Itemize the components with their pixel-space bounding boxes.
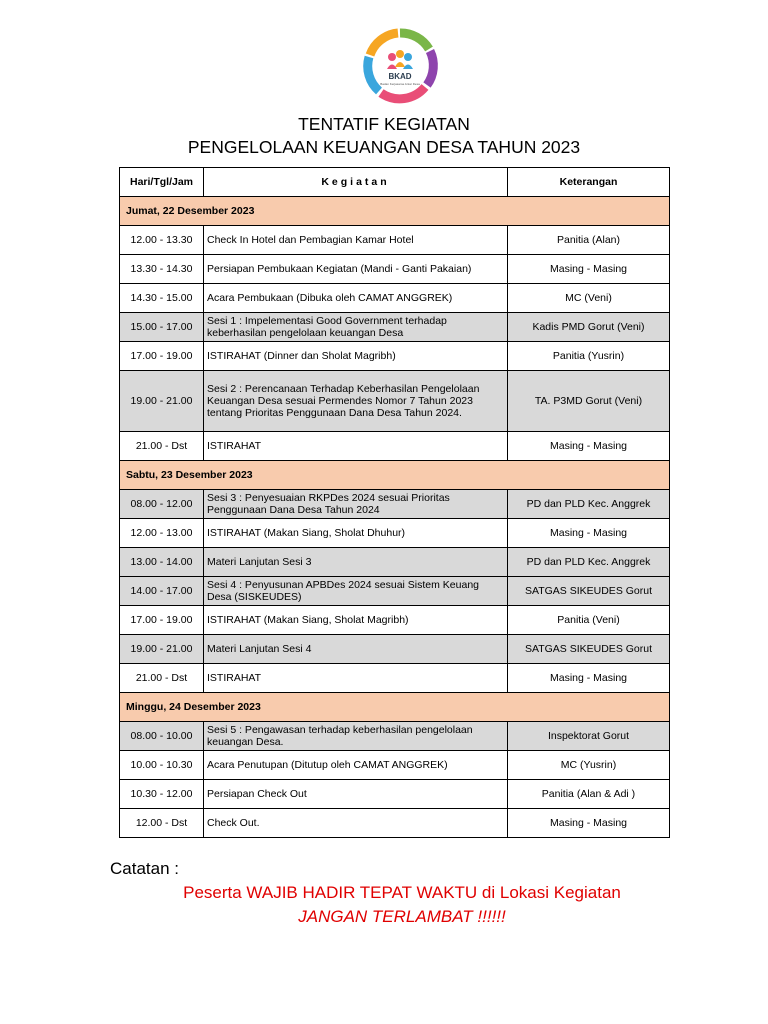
day-label: Jumat, 22 Desember 2023 xyxy=(120,197,670,226)
time-cell: 13.30 - 14.30 xyxy=(120,255,204,284)
time-cell: 08.00 - 12.00 xyxy=(120,490,204,519)
note-cell: PD dan PLD Kec. Anggrek xyxy=(508,490,670,519)
time-cell: 19.00 - 21.00 xyxy=(120,635,204,664)
day-label: Sabtu, 23 Desember 2023 xyxy=(120,461,670,490)
note-cell: PD dan PLD Kec. Anggrek xyxy=(508,548,670,577)
note-cell: Inspektorat Gorut xyxy=(508,722,670,751)
time-cell: 21.00 - Dst xyxy=(120,664,204,693)
activity-cell: Persiapan Pembukaan Kegiatan (Mandi - Ganti Pakaian) xyxy=(204,255,508,284)
activity-cell: Sesi 4 : Penyusunan APBDes 2024 sesuai Sistem Keuang Desa (SISKEUDES) xyxy=(204,577,508,606)
activity-cell: Sesi 1 : Impelementasi Good Government terhadap keberhasilan pengelolaan keuangan Desa xyxy=(204,313,508,342)
table-row xyxy=(120,548,670,577)
time-cell: 19.00 - 21.00 xyxy=(120,371,204,432)
table-row xyxy=(120,255,670,284)
table-row xyxy=(120,519,670,548)
activity-cell: Materi Lanjutan Sesi 3 xyxy=(204,548,508,577)
note-cell: Panitia (Alan) xyxy=(508,226,670,255)
note-cell: Panitia (Alan & Adi ) xyxy=(508,780,670,809)
catatan-label: Catatan : xyxy=(110,859,179,878)
activity-cell: Check Out. xyxy=(204,809,508,838)
table-row xyxy=(120,722,670,751)
note-cell: Panitia (Veni) xyxy=(508,606,670,635)
activity-cell: ISTIRAHAT (Makan Siang, Sholat Dhuhur) xyxy=(204,519,508,548)
time-cell: 12.00 - Dst xyxy=(120,809,204,838)
activity-cell: ISTIRAHAT xyxy=(204,432,508,461)
table-row xyxy=(120,226,670,255)
activity-cell: ISTIRAHAT xyxy=(204,664,508,693)
activity-cell: Sesi 2 : Perencanaan Terhadap Keberhasilan Pengelolaan Keuangan Desa sesuai Permendes Nomor 7 Tahun 2023 tentang Prioritas Penggunaan Dana Desa Tahun 2024. xyxy=(204,371,508,432)
time-cell: 17.00 - 19.00 xyxy=(120,342,204,371)
activity-cell: Check In Hotel dan Pembagian Kamar Hotel xyxy=(204,226,508,255)
note-cell: Masing - Masing xyxy=(508,809,670,838)
day-header-row xyxy=(120,461,670,490)
table-row xyxy=(120,577,670,606)
time-cell: 08.00 - 10.00 xyxy=(120,722,204,751)
table-row xyxy=(120,751,670,780)
note-cell: SATGAS SIKEUDES Gorut xyxy=(508,635,670,664)
logo-text: BKAD xyxy=(388,72,412,81)
activity-cell: Persiapan Check Out xyxy=(204,780,508,809)
day-label: Minggu, 24 Desember 2023 xyxy=(120,693,670,722)
note-cell: Kadis PMD Gorut (Veni) xyxy=(508,313,670,342)
note-cell: MC (Veni) xyxy=(508,284,670,313)
activity-cell: Acara Pembukaan (Dibuka oleh CAMAT ANGGREK) xyxy=(204,284,508,313)
note-cell: Panitia (Yusrin) xyxy=(508,342,670,371)
column-header-date: Hari/Tgl/Jam xyxy=(120,168,204,197)
table-row xyxy=(120,432,670,461)
activity-cell: ISTIRAHAT (Makan Siang, Sholat Magribh) xyxy=(204,606,508,635)
schedule-body xyxy=(120,197,670,838)
time-cell: 12.00 - 13.00 xyxy=(120,519,204,548)
day-header-row xyxy=(120,693,670,722)
activity-cell: Sesi 5 : Pengawasan terhadap keberhasilan pengelolaan keuangan Desa. xyxy=(204,722,508,751)
table-row xyxy=(120,780,670,809)
time-cell: 14.30 - 15.00 xyxy=(120,284,204,313)
activity-cell: ISTIRAHAT (Dinner dan Sholat Magribh) xyxy=(204,342,508,371)
time-cell: 10.00 - 10.30 xyxy=(120,751,204,780)
time-cell: 21.00 - Dst xyxy=(120,432,204,461)
document-subtitle: PENGELOLAAN KEUANGAN DESA TAHUN 2023 xyxy=(187,137,581,157)
bkad-logo xyxy=(361,27,439,105)
schedule-table xyxy=(119,167,670,838)
table-row xyxy=(120,342,670,371)
note-cell: Masing - Masing xyxy=(508,255,670,284)
attendance-note: Peserta WAJIB HADIR TEPAT WAKTU di Lokasi Kegiatan xyxy=(183,883,621,902)
table-row xyxy=(120,606,670,635)
activity-cell: Sesi 3 : Penyesuaian RKPDes 2024 sesuai Prioritas Penggunaan Dana Desa Tahun 2024 xyxy=(204,490,508,519)
table-row xyxy=(120,490,670,519)
time-cell: 14.00 - 17.00 xyxy=(120,577,204,606)
time-cell: 13.00 - 14.00 xyxy=(120,548,204,577)
table-row xyxy=(120,664,670,693)
late-warning: JANGAN TERLAMBAT !!!!!! xyxy=(298,907,506,926)
column-header-activity: Kegiatan xyxy=(204,168,508,197)
time-cell: 17.00 - 19.00 xyxy=(120,606,204,635)
note-cell: MC (Yusrin) xyxy=(508,751,670,780)
time-cell: 12.00 - 13.30 xyxy=(120,226,204,255)
table-row xyxy=(120,371,670,432)
table-row xyxy=(120,313,670,342)
time-cell: 10.30 - 12.00 xyxy=(120,780,204,809)
note-cell: Masing - Masing xyxy=(508,519,670,548)
table-header-row xyxy=(120,168,670,197)
table-row xyxy=(120,809,670,838)
column-header-note: Keterangan xyxy=(508,168,670,197)
logo-subtitle: Badan Kerjasama Antar Desa xyxy=(380,82,420,86)
table-row xyxy=(120,635,670,664)
document-title: TENTATIF KEGIATAN xyxy=(298,114,470,134)
time-cell: 15.00 - 17.00 xyxy=(120,313,204,342)
note-cell: Masing - Masing xyxy=(508,432,670,461)
note-cell: Masing - Masing xyxy=(508,664,670,693)
note-cell: SATGAS SIKEUDES Gorut xyxy=(508,577,670,606)
day-header-row xyxy=(120,197,670,226)
activity-cell: Materi Lanjutan Sesi 4 xyxy=(204,635,508,664)
note-cell: TA. P3MD Gorut (Veni) xyxy=(508,371,670,432)
activity-cell: Acara Penutupan (Ditutup oleh CAMAT ANGGREK) xyxy=(204,751,508,780)
table-row xyxy=(120,284,670,313)
